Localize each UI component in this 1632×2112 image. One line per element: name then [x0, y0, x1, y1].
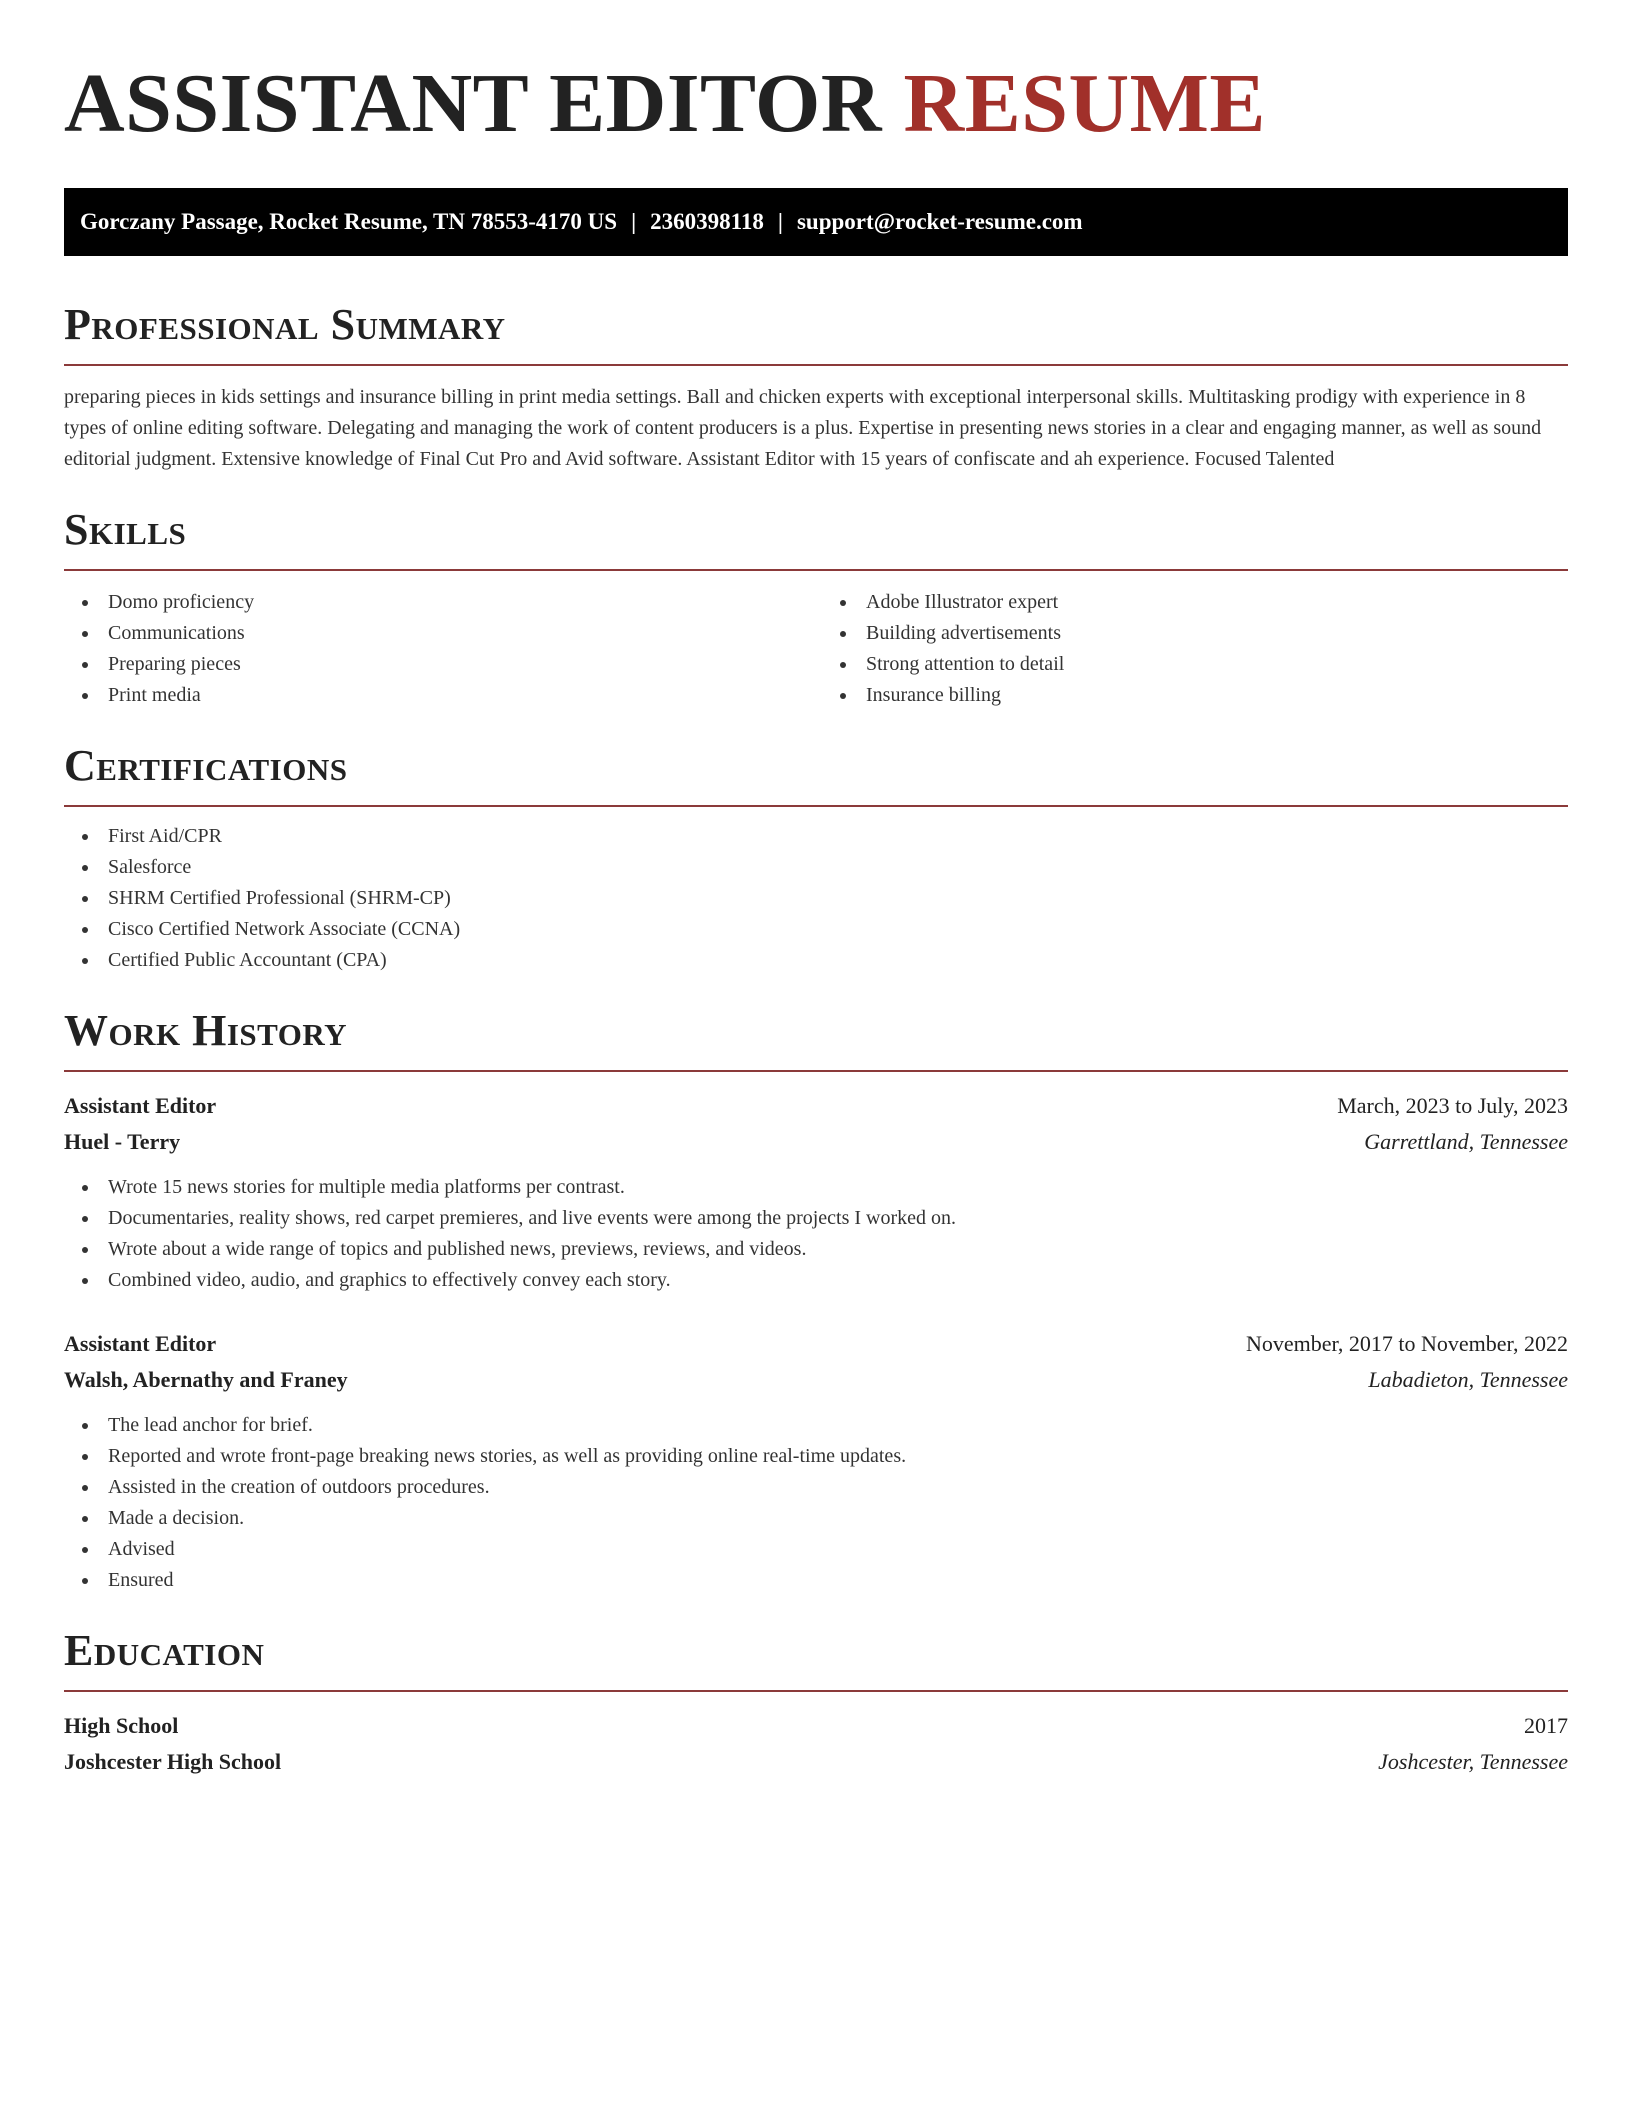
skill-item: Preparing pieces: [64, 649, 816, 680]
job-bullet: Advised: [64, 1534, 1568, 1565]
contact-email[interactable]: support@rocket-resume.com: [796, 209, 1083, 234]
certifications-section: [64, 739, 1568, 976]
certification-item: Salesforce: [64, 852, 1568, 883]
job-bullets: [64, 1172, 1568, 1296]
certification-item: First Aid/CPR: [64, 821, 1568, 852]
skill-item: Print media: [64, 680, 816, 711]
education-school-row: [64, 1744, 1568, 1780]
section-heading-education: Education: [64, 1626, 265, 1675]
page-title: [64, 56, 1568, 152]
skills-list-right: [816, 587, 1568, 711]
job-bullet: Wrote about a wide range of topics and published news, previews, reviews, and videos.: [64, 1234, 1568, 1265]
certification-item: Certified Public Accountant (CPA): [64, 945, 1568, 976]
education-school: Joshcester High School: [64, 1749, 282, 1774]
job-bullet: Reported and wrote front-page breaking news stories, as well as providing online real-time updates.: [64, 1441, 1568, 1472]
job-entry: [64, 1088, 1568, 1296]
skill-item: Adobe Illustrator expert: [822, 587, 1568, 618]
job-bullet: Made a decision.: [64, 1503, 1568, 1534]
skill-item: Communications: [64, 618, 816, 649]
section-divider: [64, 569, 1568, 571]
job-bullet: Documentaries, reality shows, red carpet premieres, and live events were among the projects I worked on.: [64, 1203, 1568, 1234]
contact-phone: 2360398118: [650, 209, 764, 234]
education-year: 2017: [1524, 1713, 1568, 1738]
job-company-row: [64, 1124, 1568, 1160]
job-title: Assistant Editor: [64, 1331, 217, 1356]
skills-list-left: [64, 587, 816, 711]
contact-separator: |: [631, 209, 637, 234]
job-bullet: Wrote 15 news stories for multiple media platforms per contrast.: [64, 1172, 1568, 1203]
education-degree: High School: [64, 1713, 179, 1738]
job-bullet: Assisted in the creation of outdoors procedures.: [64, 1472, 1568, 1503]
section-heading-certifications: Certifications: [64, 741, 348, 790]
skills-section: [64, 503, 1568, 711]
section-heading-work-history: Work History: [64, 1006, 348, 1055]
skill-item: Strong attention to detail: [822, 649, 1568, 680]
section-divider: [64, 1690, 1568, 1692]
certification-item: Cisco Certified Network Associate (CCNA): [64, 914, 1568, 945]
education-section: [64, 1624, 1568, 1780]
job-company: Walsh, Abernathy and Franey: [64, 1367, 348, 1392]
job-title-row: [64, 1088, 1568, 1124]
skill-item: Building advertisements: [822, 618, 1568, 649]
job-company-row: [64, 1362, 1568, 1398]
title-accent: RESUME: [903, 57, 1266, 150]
education-location: Joshcester, Tennessee: [1378, 1749, 1568, 1774]
education-entry: [64, 1708, 1568, 1780]
job-company: Huel - Terry: [64, 1129, 181, 1154]
job-location: Garrettland, Tennessee: [1364, 1129, 1568, 1154]
summary-text: preparing pieces in kids settings and insurance billing in print media settings. Ball and chicken experts with exceptional interpersonal skills. Multitasking prodigy with experience in 8 types of online editing software. Delegating and managing the work of content producers is a plus. Expertise in presenting news stories in a clear and engaging manner, as well as sound editorial judgment. Extensive knowledge of Final Cut Pro and Avid software. Assistant Editor with 15 years of confiscate and ah experience. Focused Talented: [64, 386, 1542, 470]
title-main: ASSISTANT EDITOR: [64, 57, 883, 150]
job-title: Assistant Editor: [64, 1093, 217, 1118]
section-divider: [64, 1070, 1568, 1072]
job-location: Labadieton, Tennessee: [1368, 1367, 1568, 1392]
job-bullet: Ensured: [64, 1565, 1568, 1596]
certification-item: SHRM Certified Professional (SHRM-CP): [64, 883, 1568, 914]
certifications-list: [64, 821, 1568, 976]
skill-item: Insurance billing: [822, 680, 1568, 711]
job-bullet: The lead anchor for brief.: [64, 1410, 1568, 1441]
section-heading-skills: Skills: [64, 505, 187, 554]
skill-item: Domo proficiency: [64, 587, 816, 618]
contact-bar: [64, 188, 1568, 256]
job-dates: March, 2023 to July, 2023: [1337, 1093, 1568, 1118]
job-dates: November, 2017 to November, 2022: [1245, 1331, 1568, 1356]
skills-columns: [64, 587, 1568, 711]
work-history-section: [64, 1004, 1568, 1596]
contact-separator: |: [777, 209, 783, 234]
job-entry: [64, 1326, 1568, 1596]
job-bullets: [64, 1410, 1568, 1596]
professional-summary-section: [64, 298, 1568, 475]
section-divider: [64, 805, 1568, 807]
section-heading-summary: Professional Summary: [64, 300, 506, 349]
section-divider: [64, 364, 1568, 366]
contact-address: Gorczany Passage, Rocket Resume, TN 78553-4170 US: [80, 209, 618, 234]
education-degree-row: [64, 1708, 1568, 1744]
job-bullet: Combined video, audio, and graphics to effectively convey each story.: [64, 1265, 1568, 1296]
job-title-row: [64, 1326, 1568, 1362]
